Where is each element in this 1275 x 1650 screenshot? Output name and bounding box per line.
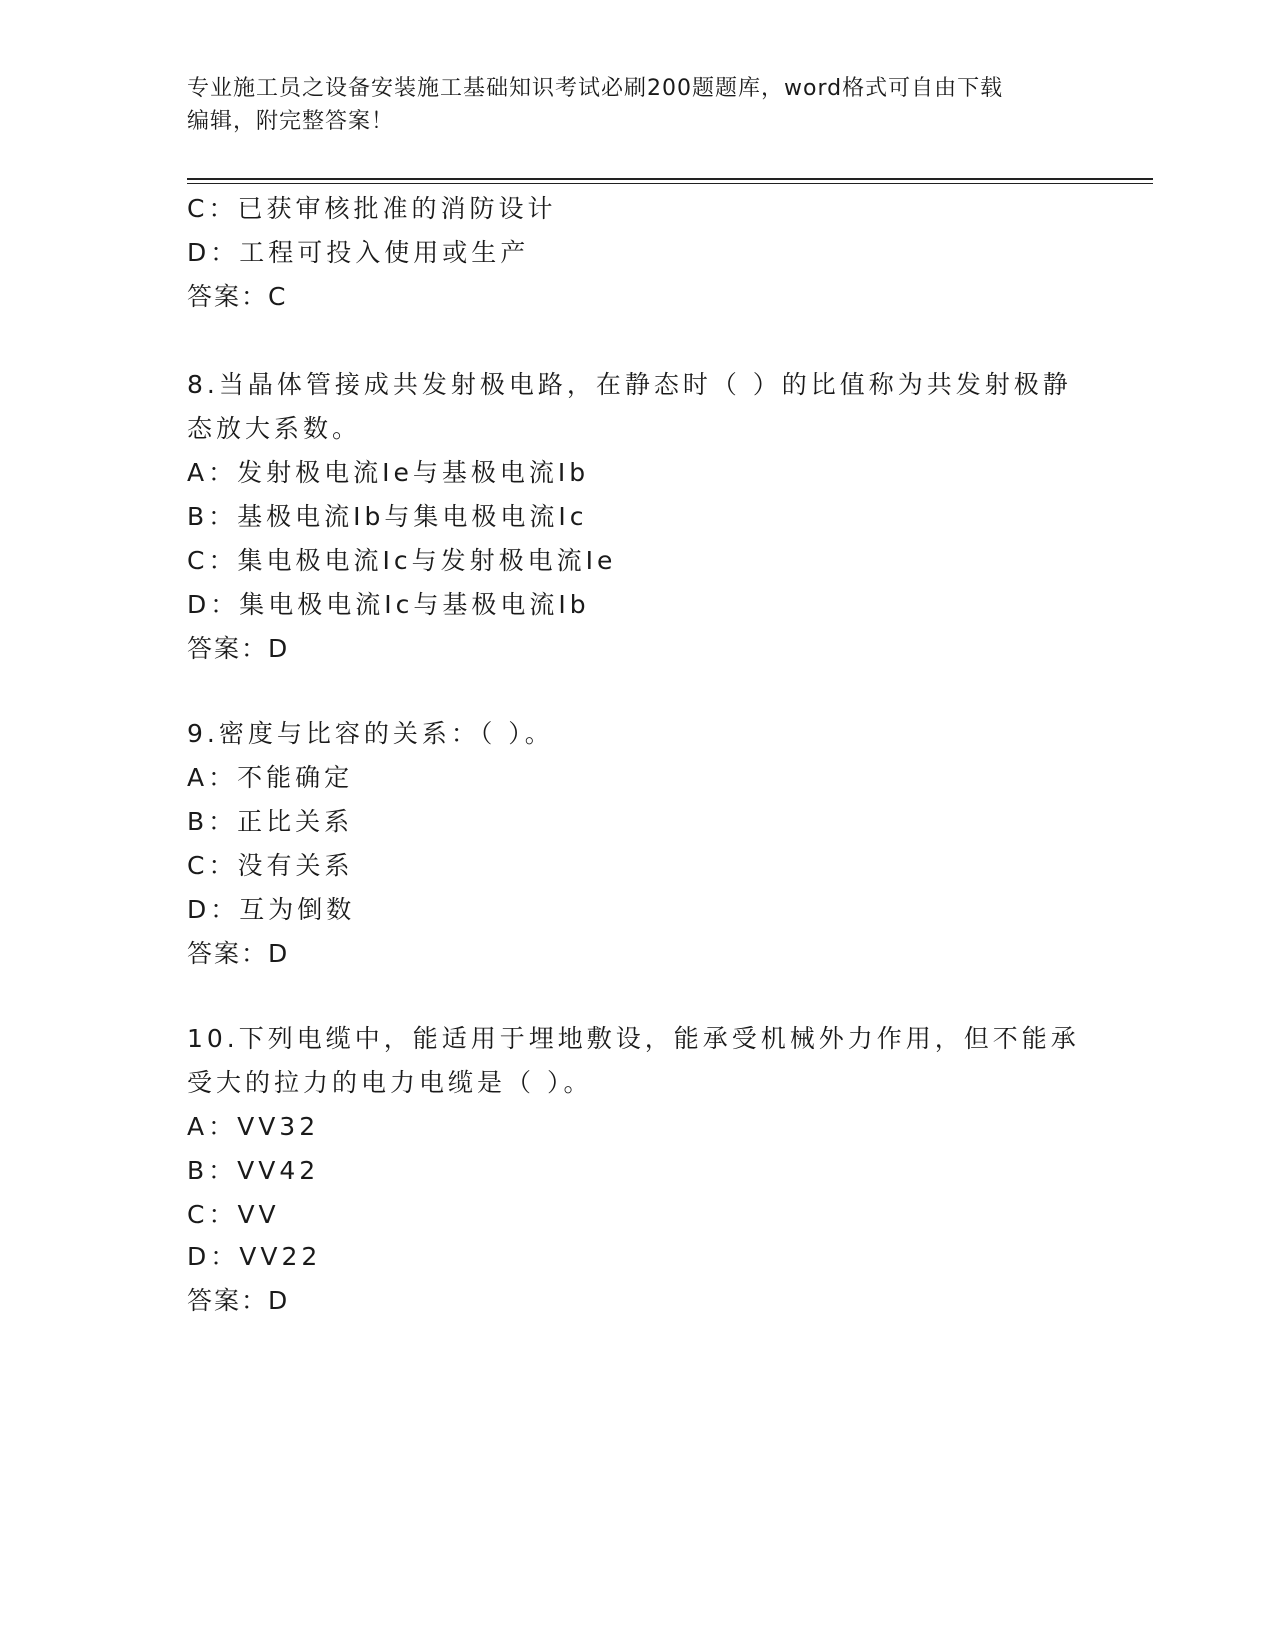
q8-answer: 答案：D [187, 634, 290, 663]
q10-option-a: A：VV32 [187, 1112, 320, 1141]
q10-option-c: C：VV [187, 1200, 280, 1229]
header-line-1: 专业施工员之设备安装施工基础知识考试必刷200题题库，word格式可自由下载 [187, 76, 1004, 101]
q10-stem-line-2: 受大的拉力的电力电缆是（ ）。 [187, 1068, 593, 1097]
q7-option-d: D：工程可投入使用或生产 [187, 238, 530, 267]
document-header [187, 72, 1067, 138]
header-divider-thin [187, 183, 1153, 184]
q10-option-b: B：VV42 [187, 1156, 320, 1185]
header-line-2: 编辑，附完整答案！ [187, 109, 395, 134]
q7-option-c: C：已获审核批准的消防设计 [187, 194, 557, 223]
q8-stem-line-1: 8.当晶体管接成共发射极电路，在静态时（ ）的比值称为共发射极静 [187, 370, 1072, 399]
q8-option-c: C：集电极电流Ic与发射极电流Ie [187, 546, 617, 575]
q10-option-d: D：VV22 [187, 1242, 322, 1271]
q8-option-a: A：发射极电流Ie与基极电流Ib [187, 458, 590, 487]
q9-stem: 9.密度与比容的关系：（ ）。 [187, 719, 554, 748]
q10-answer: 答案：D [187, 1286, 290, 1315]
q8-stem-line-2: 态放大系数。 [187, 414, 362, 443]
q9-option-d: D：互为倒数 [187, 895, 356, 924]
q9-answer: 答案：D [187, 939, 290, 968]
q8-option-d: D：集电极电流Ic与基极电流Ib [187, 590, 590, 619]
header-divider-thick [187, 178, 1153, 180]
q9-option-b: B：正比关系 [187, 807, 354, 836]
q7-answer: 答案：C [187, 282, 288, 311]
q10-stem-line-1: 10.下列电缆中，能适用于埋地敷设，能承受机械外力作用，但不能承 [187, 1024, 1080, 1053]
q9-option-c: C：没有关系 [187, 851, 354, 880]
q9-option-a: A：不能确定 [187, 763, 354, 792]
q8-option-b: B：基极电流Ib与集电极电流Ic [187, 502, 588, 531]
